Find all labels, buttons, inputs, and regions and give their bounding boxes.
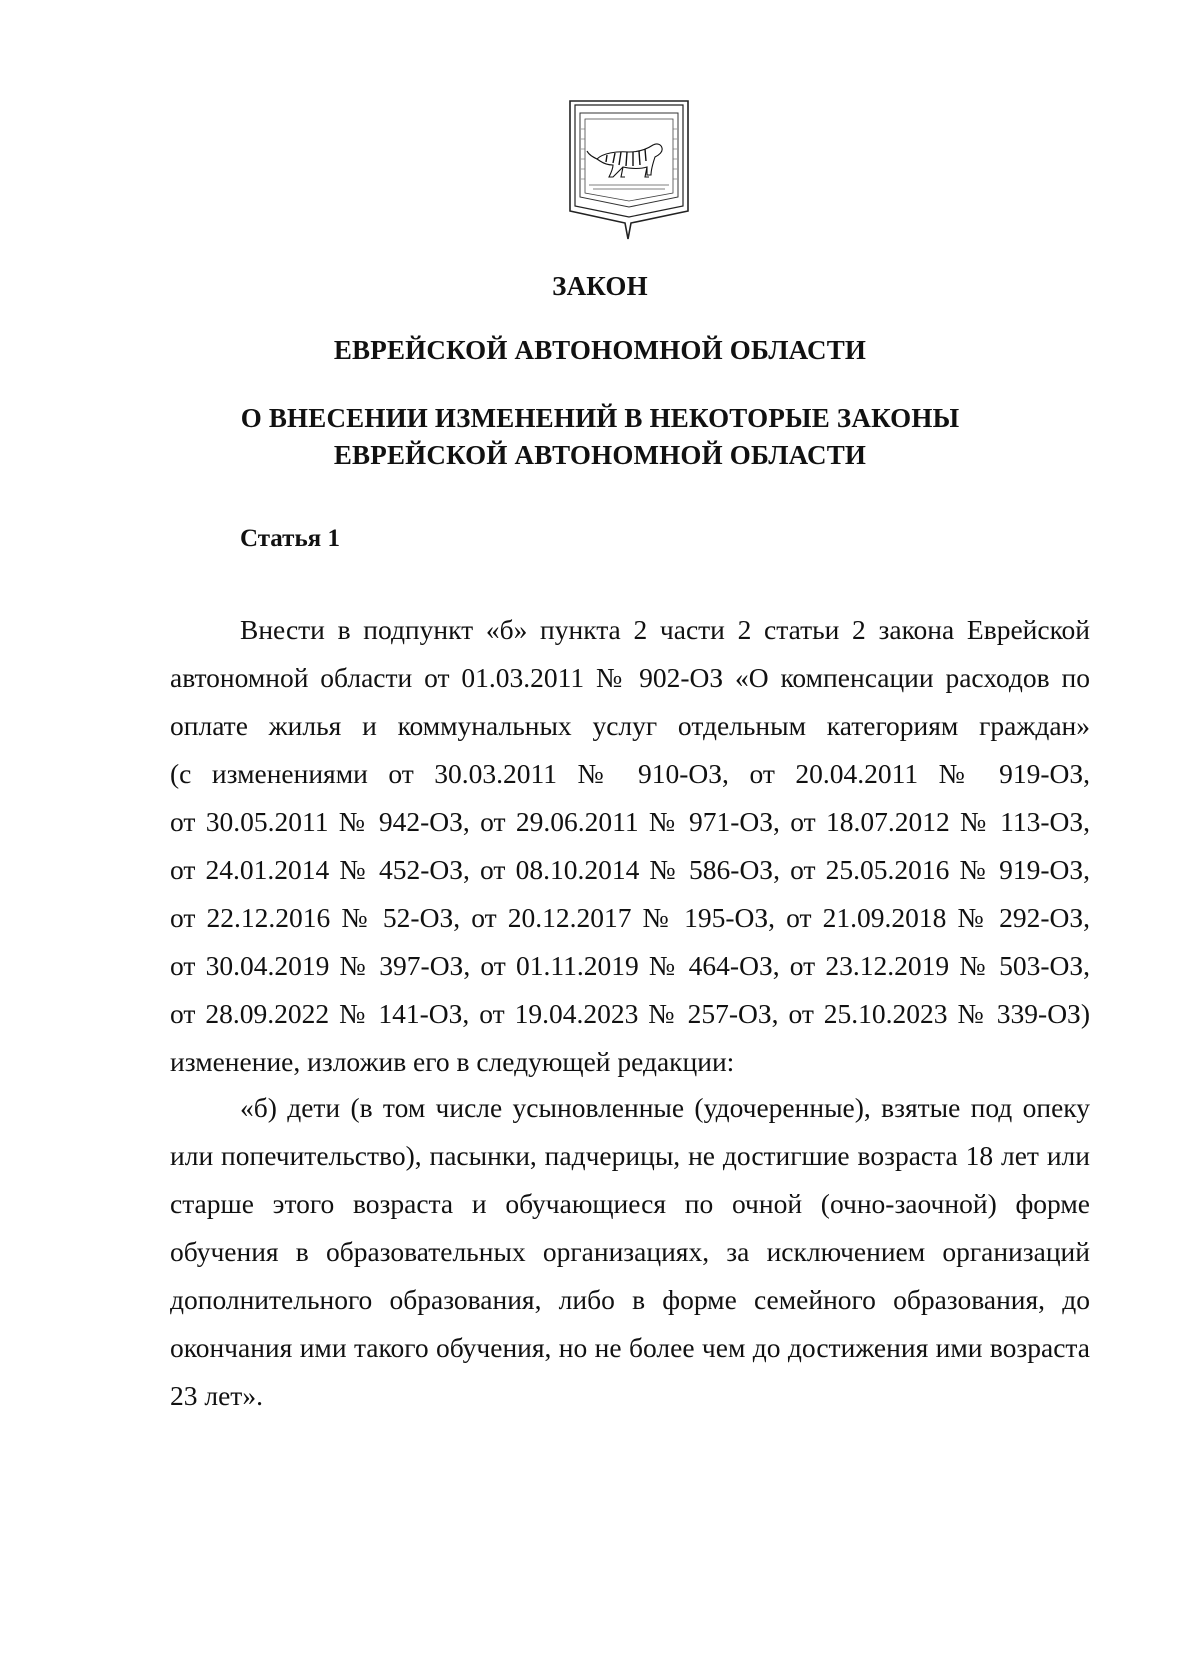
text-line: от 30.04.2019 № 397-ОЗ, от 01.11.2019 № 464-ОЗ, от 23.12.2019 № 503-ОЗ, — [170, 950, 1090, 981]
text-line: окончания ими такого обучения, но не более чем до достижения ими возраста — [170, 1332, 1090, 1363]
text-line: изменение, изложив его в следующей редакции: — [170, 1046, 735, 1077]
text-line: старше этого возраста и обучающиеся по очной (очно-заочной) форме — [170, 1188, 1090, 1219]
text-line: обучения в образовательных организациях, за исключением организаций — [170, 1236, 1090, 1267]
text-line: дополнительного образования, либо в форме семейного образования, до — [170, 1284, 1090, 1315]
region-heading: ЕВРЕЙСКОЙ АВТОНОМНОЙ ОБЛАСТИ — [333, 335, 867, 365]
article-paragraph-2 — [170, 1084, 1090, 1420]
text-line: «б) дети (в том числе усыновленные (удочеренные), взятые под опеку — [240, 1092, 1090, 1123]
text-line: (с изменениями от 30.03.2011 № 910-ОЗ, от 20.04.2011 № 919-ОЗ, — [170, 758, 1090, 789]
article-paragraph-1 — [170, 606, 1090, 1086]
subject-line-2: ЕВРЕЙСКОЙ АВТОНОМНОЙ ОБЛАСТИ — [333, 440, 867, 470]
document-type-heading: ЗАКОН — [552, 271, 648, 301]
text-line: от 24.01.2014 № 452-ОЗ, от 08.10.2014 № 586-ОЗ, от 25.05.2016 № 919-ОЗ, — [170, 854, 1090, 885]
law-subject-heading — [0, 400, 1200, 474]
article-title: Статья 1 — [240, 525, 340, 552]
text-line: от 28.09.2022 № 141-ОЗ, от 19.04.2023 № 257-ОЗ, от 25.10.2023 № 339-ОЗ) — [170, 998, 1090, 1029]
text-line: 23 лет». — [170, 1380, 263, 1411]
text-line: Внести в подпункт «б» пункта 2 части 2 статьи 2 закона Еврейской — [240, 614, 1090, 645]
text-line: от 22.12.2016 № 52-ОЗ, от 20.12.2017 № 195-ОЗ, от 21.09.2018 № 292-ОЗ, — [170, 902, 1090, 933]
subject-line-1: О ВНЕСЕНИИ ИЗМЕНЕНИЙ В НЕКОТОРЫЕ ЗАКОНЫ — [240, 403, 960, 433]
coat-of-arms-tiger-icon — [567, 99, 691, 241]
text-line: автономной области от 01.03.2011 № 902-ОЗ «О компенсации расходов по — [170, 662, 1090, 693]
text-line: или попечительство), пасынки, падчерицы, не достигшие возраста 18 лет или — [170, 1140, 1090, 1171]
text-line: от 30.05.2011 № 942-ОЗ, от 29.06.2011 № 971-ОЗ, от 18.07.2012 № 113-ОЗ, — [170, 806, 1090, 837]
text-line: оплате жилья и коммунальных услуг отдельным категориям граждан» — [170, 710, 1090, 741]
